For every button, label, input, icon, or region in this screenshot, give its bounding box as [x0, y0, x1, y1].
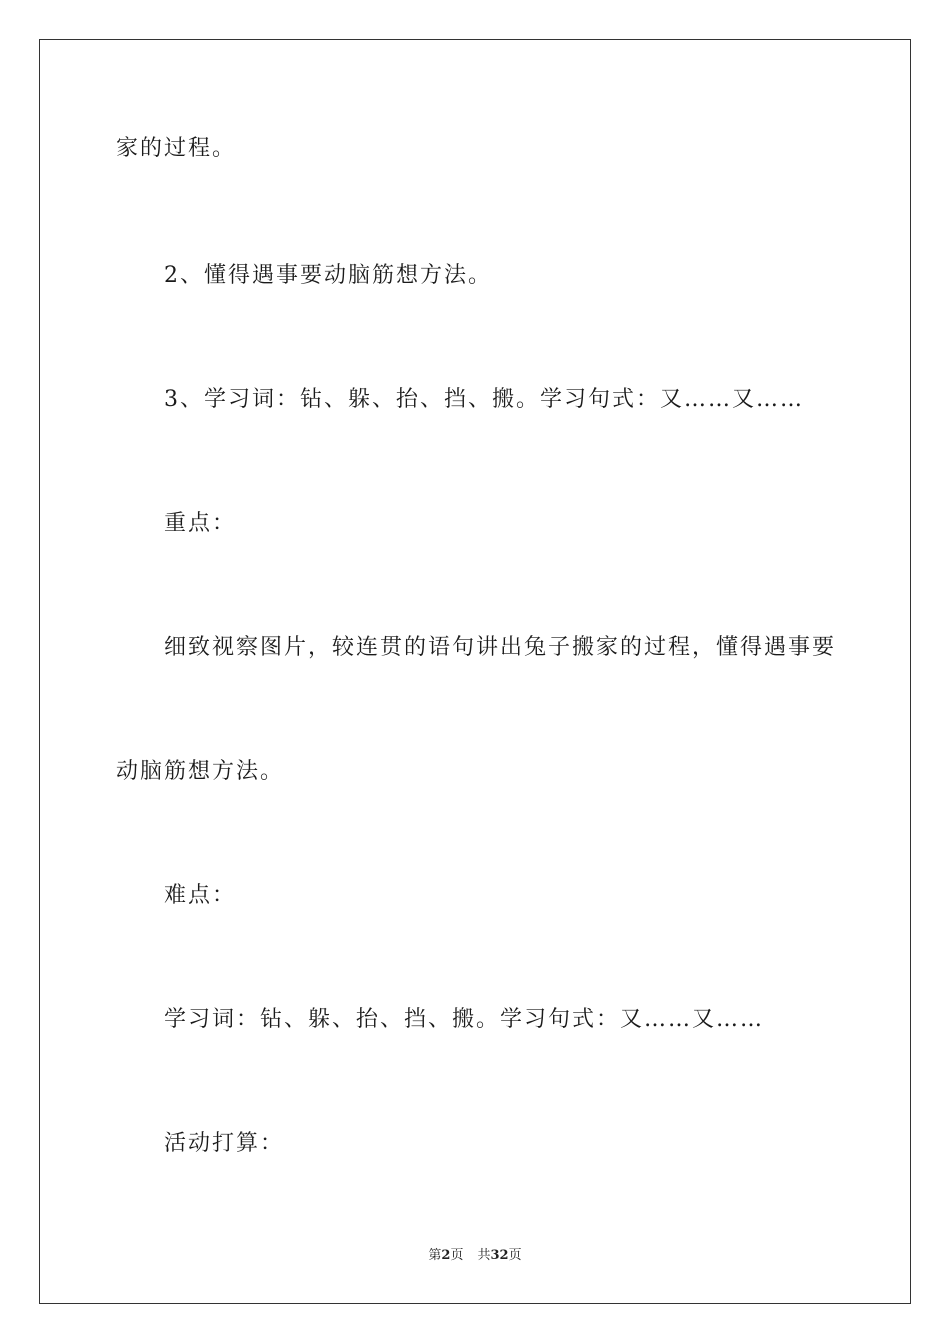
activity-plan-heading: 活动打算： — [164, 1131, 285, 1156]
total-suffix: 页 — [508, 1248, 522, 1263]
paragraph-continuation: 家的过程。 — [116, 136, 237, 161]
key-points-text-line-2: 动脑筋想方法。 — [116, 759, 285, 784]
page-suffix: 页 — [450, 1248, 464, 1263]
page-number: 2 — [441, 1248, 451, 1263]
page-prefix: 第 — [428, 1248, 442, 1263]
objective-3: 3、学习词：钻、躲、抬、挡、搬。学习句式：又……又…… — [164, 387, 804, 412]
difficulties-text: 学习词：钻、躲、抬、挡、搬。学习句式：又……又…… — [164, 1007, 765, 1032]
key-points-text-line-1: 细致视察图片，较连贯的语句讲出兔子搬家的过程，懂得遇事要 — [164, 635, 837, 660]
total-pages: 32 — [490, 1248, 509, 1263]
key-points-heading: 重点： — [164, 511, 237, 536]
objective-2: 2、懂得遇事要动脑筋想方法。 — [164, 263, 492, 288]
total-prefix: 共 — [477, 1248, 491, 1263]
page-border — [39, 39, 911, 1304]
page-footer — [0, 1247, 950, 1265]
difficulties-heading: 难点： — [164, 883, 237, 908]
